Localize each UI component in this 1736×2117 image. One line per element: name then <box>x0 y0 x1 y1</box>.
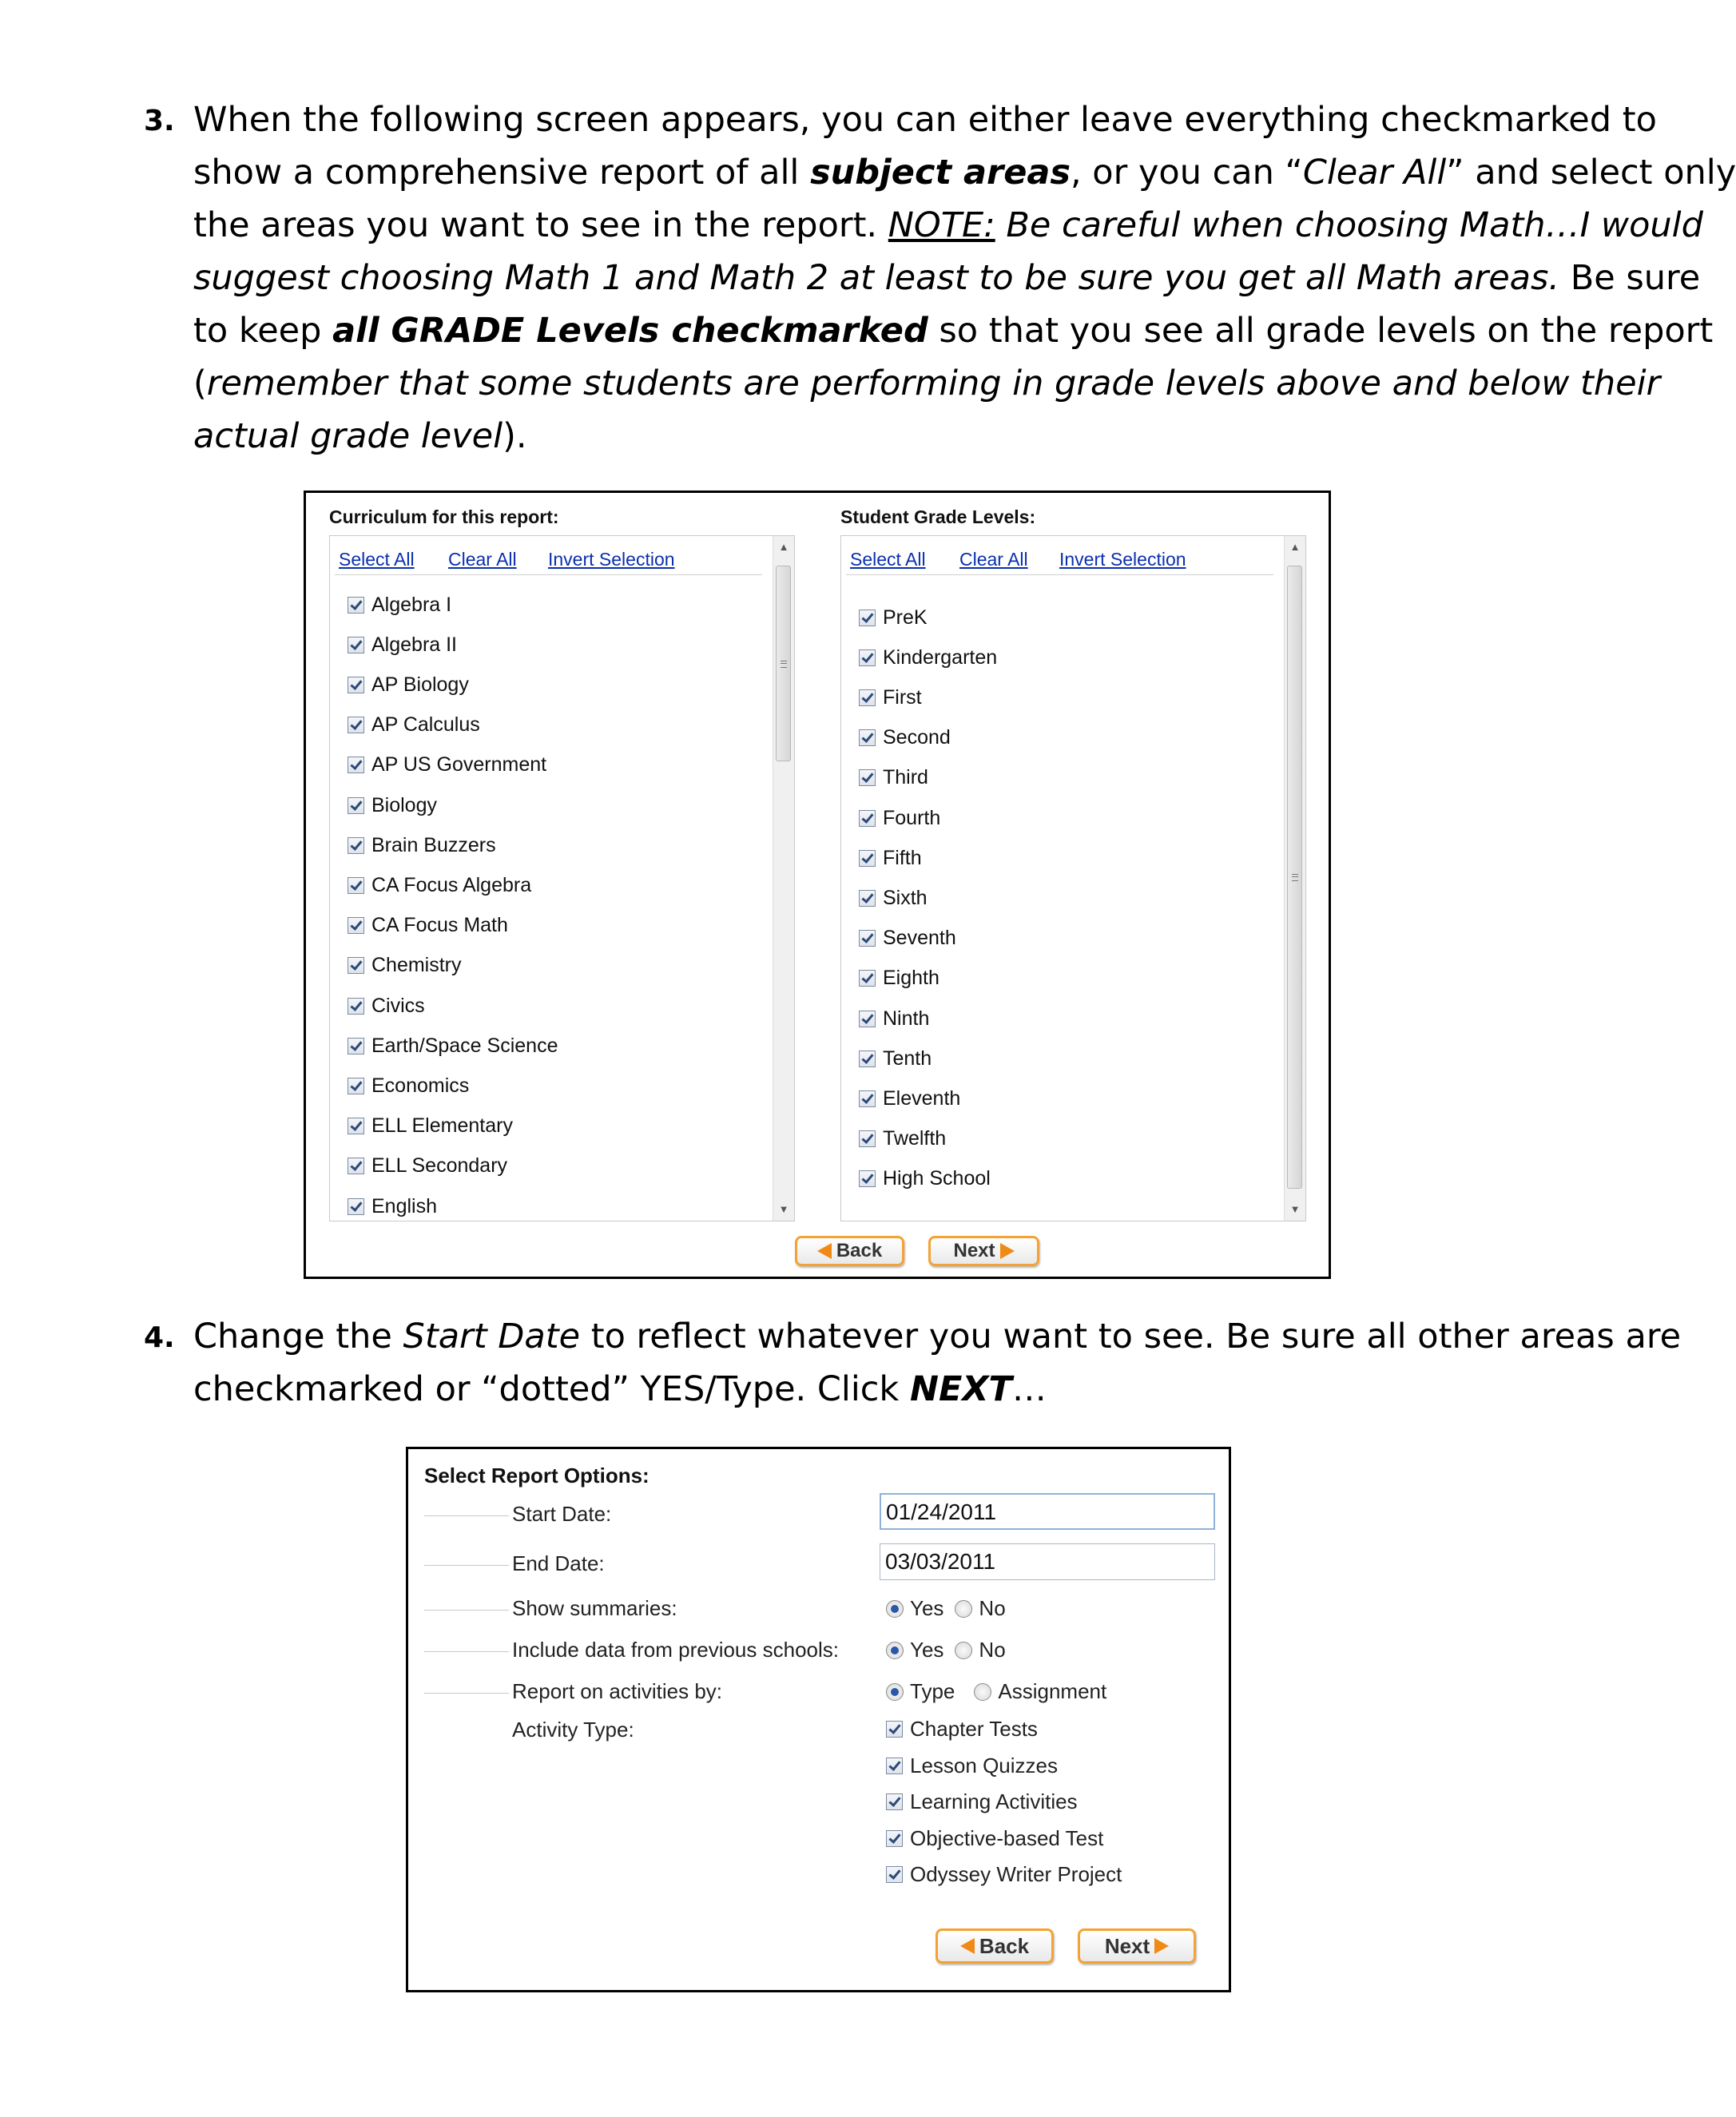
left-arrow-icon <box>817 1243 832 1259</box>
divider <box>424 1693 509 1694</box>
item-label: Chapter Tests <box>910 1717 1038 1741</box>
item-label: PreK <box>883 606 928 629</box>
text: ( <box>193 363 207 403</box>
curriculum-checkbox-item[interactable] <box>348 1110 513 1142</box>
back-label: Back <box>836 1240 883 1261</box>
checkbox-checked-icon[interactable] <box>348 597 364 614</box>
grades-scrollbar[interactable] <box>1284 536 1305 1221</box>
item-label: ELL Elementary <box>371 1114 513 1138</box>
next-button[interactable] <box>1078 1928 1196 1964</box>
curriculum-clear-all-link[interactable]: Clear All <box>448 549 517 570</box>
item-label: English <box>371 1194 437 1217</box>
report-by-radio-group <box>886 1679 1106 1704</box>
grade-link-bar <box>846 549 1273 575</box>
checkbox-checked-icon[interactable] <box>859 930 876 947</box>
checkbox-checked-icon[interactable] <box>348 837 364 854</box>
item-label: Biology <box>371 793 437 816</box>
back-button[interactable] <box>795 1236 904 1266</box>
next-button[interactable] <box>928 1236 1039 1266</box>
curriculum-checkbox-item[interactable] <box>348 789 437 821</box>
text: , or you can “ <box>1070 153 1303 193</box>
radio-label: Assignment <box>998 1679 1107 1703</box>
scroll-thumb[interactable] <box>1287 566 1302 1189</box>
divider <box>424 1565 509 1566</box>
checkbox-checked-icon[interactable] <box>886 1758 903 1774</box>
checkbox-checked-icon[interactable] <box>859 890 876 907</box>
checkbox-checked-icon[interactable] <box>348 877 364 894</box>
item-label: Second <box>883 726 951 749</box>
curriculum-title: Curriculum for this report: <box>329 506 559 527</box>
curriculum-listbox[interactable] <box>329 535 795 1221</box>
item-label: AP Biology <box>371 673 469 696</box>
text: to keep <box>193 311 333 351</box>
grade-level-checkbox-item[interactable] <box>859 762 928 794</box>
checkbox-checked-icon[interactable] <box>348 917 364 934</box>
checkbox-checked-icon[interactable] <box>859 810 876 827</box>
checkbox-checked-icon[interactable] <box>886 1793 903 1810</box>
previous-schools-label: Include data from previous schools: <box>512 1638 839 1662</box>
checkbox-checked-icon[interactable] <box>859 649 876 666</box>
item-label: High School <box>883 1167 991 1190</box>
curriculum-checkbox-item[interactable] <box>348 709 480 741</box>
scroll-up-arrow-icon[interactable]: ▲ <box>778 541 789 553</box>
note-label: NOTE: <box>888 205 995 245</box>
checkbox-checked-icon[interactable] <box>859 1090 876 1107</box>
grade-level-checkbox-item[interactable] <box>859 882 928 914</box>
curriculum-checkbox-item[interactable] <box>348 749 546 781</box>
grade-level-checkbox-item[interactable] <box>859 641 997 673</box>
curriculum-checkbox-item[interactable] <box>348 669 469 701</box>
item-label: Sixth <box>883 886 928 909</box>
grade-level-checkbox-item[interactable] <box>859 602 928 634</box>
item-label: Eighth <box>883 967 940 990</box>
show-summaries-label: Show summaries: <box>512 1596 677 1620</box>
curriculum-invert-selection-link[interactable]: Invert Selection <box>548 549 675 570</box>
next-label: Next <box>953 1240 995 1261</box>
item-label: Chemistry <box>371 954 462 977</box>
text-line <box>193 357 1661 410</box>
type-radio[interactable] <box>886 1683 904 1701</box>
item-label: Brain Buzzers <box>371 833 496 856</box>
divider <box>424 1515 509 1516</box>
end-date-label: End Date: <box>512 1551 605 1575</box>
item-label: AP US Government <box>371 753 547 776</box>
radio-label: Yes <box>910 1596 944 1620</box>
radio-label: Yes <box>910 1638 944 1662</box>
text-line <box>193 199 1703 252</box>
grade-levels-listbox[interactable] <box>840 535 1306 1221</box>
step-number: 3. <box>144 105 175 137</box>
text: Be sure <box>1559 258 1701 298</box>
checkbox-checked-icon[interactable] <box>886 1866 903 1883</box>
item-label: Tenth <box>883 1047 932 1070</box>
emphasis: Start Date <box>403 1317 581 1356</box>
checkbox-checked-icon[interactable] <box>348 998 364 1015</box>
grade-level-checkbox-item[interactable] <box>859 923 956 955</box>
curriculum-checkbox-item[interactable] <box>348 990 425 1022</box>
item-label: Objective-based Test <box>910 1825 1104 1850</box>
checkbox-checked-icon[interactable] <box>859 850 876 867</box>
divider <box>424 1651 509 1652</box>
curriculum-checkbox-item[interactable] <box>348 910 508 942</box>
item-label: Third <box>883 766 928 789</box>
curriculum-checkbox-item[interactable] <box>348 589 451 621</box>
previous-no-radio[interactable] <box>955 1642 972 1659</box>
checkbox-checked-icon[interactable] <box>348 1158 364 1174</box>
activity-type-checkbox[interactable] <box>886 1826 1103 1851</box>
summaries-no-radio[interactable] <box>955 1600 972 1618</box>
end-date-input[interactable]: 03/03/2011 <box>880 1543 1215 1580</box>
emphasis: suggest choosing Math 1 and Math 2 at least to be sure you get all Math areas. <box>193 258 1560 298</box>
item-label: ELL Secondary <box>371 1154 508 1178</box>
text-line <box>193 93 1657 146</box>
item-label: Algebra II <box>371 633 458 656</box>
text: so that you see all grade levels on the report <box>928 311 1714 351</box>
checkbox-checked-icon[interactable] <box>859 1051 876 1067</box>
step-3-body <box>193 93 1736 463</box>
emphasis: Be careful when choosing Math…I would <box>995 205 1703 245</box>
text: … <box>1011 1369 1047 1409</box>
curriculum-checkbox-item[interactable] <box>348 1030 558 1062</box>
checkbox-checked-icon[interactable] <box>348 797 364 814</box>
activity-type-checkbox[interactable] <box>886 1754 1058 1778</box>
text: show a comprehensive report of all <box>193 153 811 193</box>
item-label: Twelfth <box>883 1127 947 1150</box>
text: When the following screen appears, you can either leave everything checkmarked to <box>193 100 1657 140</box>
grade-level-checkbox-item[interactable] <box>859 1163 991 1195</box>
grade-level-checkbox-item[interactable] <box>859 681 922 713</box>
item-label: Algebra I <box>371 593 452 616</box>
emphasis: subject areas <box>810 153 1071 193</box>
grip-icon <box>781 661 787 668</box>
back-button[interactable] <box>936 1928 1054 1964</box>
text-line <box>193 410 1551 463</box>
grade-level-checkbox-item[interactable] <box>859 802 940 834</box>
text: ” and select only <box>1446 153 1736 193</box>
curriculum-checkbox-item[interactable] <box>348 829 496 861</box>
activity-type-checkbox[interactable] <box>886 1862 1122 1887</box>
grade-level-checkbox-item[interactable] <box>859 1082 960 1114</box>
checkbox-checked-icon[interactable] <box>348 757 364 773</box>
text: to reflect whatever you want to see. Be sure all other areas are <box>580 1317 1682 1356</box>
step-4-body <box>193 1310 1682 1416</box>
checkbox-checked-icon[interactable] <box>348 677 364 693</box>
checkbox-checked-icon[interactable] <box>859 729 876 746</box>
report-options-screenshot <box>406 1447 1231 1992</box>
emphasis: NEXT <box>910 1369 1012 1409</box>
scroll-up-arrow-icon[interactable]: ▲ <box>1289 541 1301 553</box>
text: checkmarked or “dotted” YES/Type. Click <box>193 1369 910 1409</box>
summaries-yes-radio[interactable] <box>886 1600 904 1618</box>
activity-type-label: Activity Type: <box>512 1718 634 1742</box>
checkbox-checked-icon[interactable] <box>348 1038 364 1055</box>
activity-type-checkbox[interactable] <box>886 1717 1038 1742</box>
divider <box>424 1610 509 1611</box>
item-label: Odyssey Writer Project <box>910 1862 1122 1886</box>
checkbox-checked-icon[interactable] <box>886 1830 903 1847</box>
checkbox-checked-icon[interactable] <box>886 1721 903 1738</box>
item-label: Ninth <box>883 1007 930 1030</box>
item-label: Lesson Quizzes <box>910 1753 1058 1777</box>
item-label: Civics <box>371 994 425 1017</box>
curriculum-checkbox-item[interactable] <box>348 869 531 901</box>
curriculum-checkbox-item[interactable] <box>348 1150 507 1182</box>
step-number: 4. <box>144 1321 175 1354</box>
checkbox-checked-icon[interactable] <box>859 970 876 987</box>
text-line <box>193 1310 1682 1363</box>
checkbox-checked-icon[interactable] <box>348 1198 364 1215</box>
item-label: Economics <box>371 1074 470 1097</box>
checkbox-checked-icon[interactable] <box>859 689 876 706</box>
item-label: Fifth <box>883 846 922 869</box>
grade-levels-title: Student Grade Levels: <box>840 506 1036 527</box>
right-arrow-icon <box>1154 1938 1169 1954</box>
grade-level-checkbox-item[interactable] <box>859 1003 929 1035</box>
curriculum-select-all-link[interactable]: Select All <box>339 549 415 570</box>
scroll-thumb[interactable] <box>776 566 791 761</box>
item-label: Kindergarten <box>883 645 998 669</box>
report-options-title: Select Report Options: <box>424 1464 650 1487</box>
checkbox-checked-icon[interactable] <box>859 1130 876 1147</box>
checkbox-checked-icon[interactable] <box>859 1170 876 1187</box>
back-label: Back <box>979 1933 1030 1958</box>
scroll-down-arrow-icon[interactable]: ▼ <box>1289 1203 1301 1215</box>
checkbox-checked-icon[interactable] <box>348 1118 364 1134</box>
left-arrow-icon <box>960 1938 975 1954</box>
emphasis: remember that some students are performing in grade levels above and below their <box>206 363 1661 403</box>
curriculum-checkbox-item[interactable] <box>348 1070 469 1102</box>
start-date-input[interactable]: 01/24/2011 <box>880 1493 1215 1530</box>
text-line <box>193 1363 1551 1416</box>
curriculum-checkbox-item[interactable] <box>348 1190 437 1222</box>
grade-level-checkbox-item[interactable] <box>859 842 922 874</box>
text-line <box>193 304 1714 357</box>
grade-level-checkbox-item[interactable] <box>859 722 951 754</box>
emphasis: actual grade level <box>193 416 503 456</box>
start-date-label: Start Date: <box>512 1502 612 1526</box>
item-label: First <box>883 685 922 709</box>
emphasis: Clear All <box>1302 153 1447 193</box>
curriculum-scrollbar[interactable] <box>773 536 794 1221</box>
radio-label: No <box>979 1596 1006 1620</box>
right-arrow-icon <box>1000 1243 1015 1259</box>
item-label: Earth/Space Science <box>371 1034 558 1057</box>
checkbox-checked-icon[interactable] <box>348 717 364 733</box>
curriculum-checkbox-item[interactable] <box>348 950 462 982</box>
item-label: Eleventh <box>883 1086 961 1110</box>
next-label: Next <box>1104 1933 1150 1958</box>
grip-icon <box>1292 874 1298 881</box>
text-line <box>193 252 1701 304</box>
text: the areas you want to see in the report. <box>193 205 888 245</box>
item-label: AP Calculus <box>371 713 480 737</box>
grades-select-all-link[interactable]: Select All <box>850 549 926 570</box>
checkbox-checked-icon[interactable] <box>859 610 876 626</box>
grades-invert-selection-link[interactable]: Invert Selection <box>1059 549 1186 570</box>
checkbox-checked-icon[interactable] <box>348 957 364 974</box>
text: Change the <box>193 1317 403 1356</box>
checkbox-checked-icon[interactable] <box>348 1078 364 1094</box>
item-label: Fourth <box>883 806 941 829</box>
text: ). <box>503 416 527 456</box>
curriculum-screenshot <box>304 491 1331 1279</box>
show-summaries-radio-group <box>886 1596 1006 1621</box>
grade-level-checkbox-item[interactable] <box>859 963 940 995</box>
curriculum-checkbox-item[interactable] <box>348 629 457 661</box>
checkbox-checked-icon[interactable] <box>348 637 364 653</box>
checkbox-checked-icon[interactable] <box>859 1011 876 1027</box>
scroll-down-arrow-icon[interactable]: ▼ <box>778 1203 789 1215</box>
text-line <box>193 146 1736 199</box>
grades-clear-all-link[interactable]: Clear All <box>959 549 1028 570</box>
item-label: CA Focus Algebra <box>371 873 532 896</box>
radio-label: No <box>979 1638 1006 1662</box>
radio-label: Type <box>910 1679 955 1703</box>
previous-yes-radio[interactable] <box>886 1642 904 1659</box>
grade-level-checkbox-item[interactable] <box>859 1123 946 1155</box>
previous-schools-radio-group <box>886 1638 1006 1662</box>
grade-level-checkbox-item[interactable] <box>859 1043 932 1074</box>
assignment-radio[interactable] <box>974 1683 991 1701</box>
activity-type-checkbox[interactable] <box>886 1789 1078 1814</box>
item-label: Learning Activities <box>910 1789 1078 1813</box>
item-label: CA Focus Math <box>371 914 508 937</box>
curriculum-link-bar <box>335 549 762 575</box>
item-label: Seventh <box>883 927 956 950</box>
checkbox-checked-icon[interactable] <box>859 769 876 786</box>
report-by-label: Report on activities by: <box>512 1679 723 1703</box>
emphasis: all GRADE Levels checkmarked <box>332 311 928 351</box>
